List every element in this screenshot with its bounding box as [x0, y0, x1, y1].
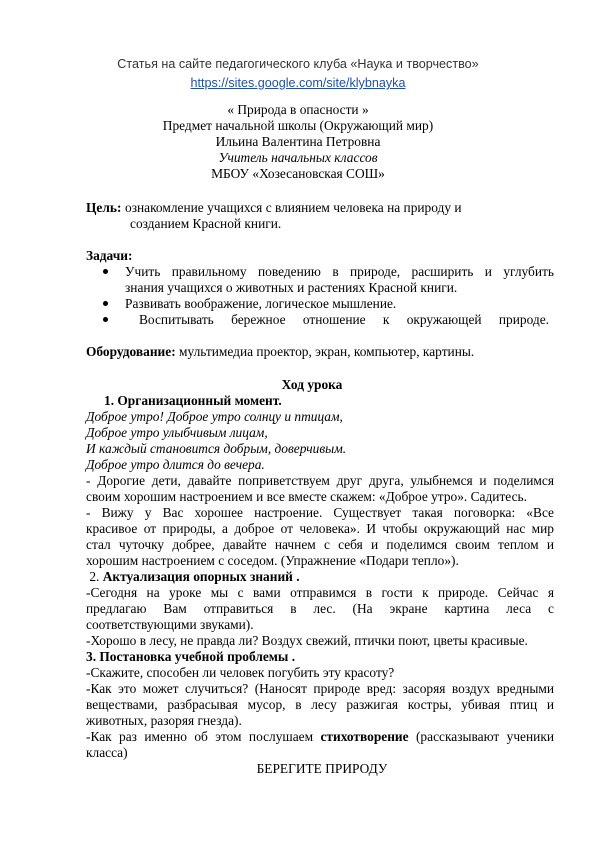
- poem-line: Доброе утро длится до вечера.: [86, 457, 265, 472]
- paragraph-line: веществами, разбрасывая мусор, в лесу разжигая костры, убивая птиц и: [86, 697, 554, 712]
- section-2-heading-line: [86, 569, 300, 585]
- paragraph-line: - Вижу у Вас хорошее настроение. Существует такая поговорка: «Все: [86, 505, 554, 520]
- goal-text-line2: созданием Красной книги.: [130, 216, 282, 231]
- school-name: МБОУ «Хозесановская СОШ»: [211, 166, 385, 181]
- author-position: Учитель начальных классов: [218, 150, 378, 165]
- bullet-icon: [103, 269, 108, 274]
- site-link[interactable]: https://sites.google.com/site/klybnayka: [190, 76, 406, 90]
- paragraph-line: соответствующими звуками).: [86, 617, 254, 632]
- equipment-line: [86, 344, 474, 360]
- article-source-line: Статья на сайте педагогического клуба «Наука и творчество»: [117, 57, 479, 71]
- lesson-topic: « Природа в опасности »: [227, 102, 369, 117]
- paragraph-line: красивое от природы, а доброе от человека». И чтобы окружающий нас мир: [86, 521, 554, 536]
- paragraph-line: -Как это может случиться? (Наносят природе вред: засоряя воздух вредными: [86, 681, 554, 696]
- paragraph-line: [86, 729, 554, 745]
- poem-line: Доброе утро! Доброе утро солнцу и птицам,: [86, 409, 343, 424]
- subject-line: Предмет начальной школы (Окружающий мир): [162, 118, 434, 133]
- task-2: Развивать воображение, логическое мышление.: [125, 296, 397, 311]
- task-3: Воспитывать бережное отношение к окружающей природе.: [139, 312, 549, 327]
- task-1-line2: знания учащихся о животных и растениях Красной книги.: [125, 280, 458, 295]
- bullet-icon: [103, 301, 108, 306]
- lesson-heading: Ход урока: [281, 377, 343, 392]
- paragraph-line: класса): [86, 745, 128, 760]
- poem-title: БЕРЕГИТЕ ПРИРОДУ: [256, 761, 388, 776]
- paragraph-segment: -Как раз именно об этом послушаем: [86, 729, 321, 744]
- paragraph-line: своим хорошим настроением и все вместе скажем: «Доброе утро». Садитесь.: [86, 489, 527, 504]
- paragraph-line: -Скажите, способен ли человек погубить эту красоту?: [86, 665, 395, 680]
- emphasis-word: стихотворение: [320, 729, 409, 744]
- bullet-icon: [103, 317, 108, 322]
- author-name: Ильина Валентина Петровна: [215, 134, 381, 149]
- paragraph-line: стал чуточку добрее, давайте начнем с себя и поделимся своим теплом и: [86, 537, 554, 552]
- paragraph-line: животных, разоряя гнезда).: [86, 713, 242, 728]
- paragraph-line: хорошим настроением с соседом. (Упражнение «Подари тепло»).: [86, 553, 459, 568]
- equipment-text: мультимедиа проектор, экран, компьютер, картины.: [179, 344, 475, 359]
- poem-line: И каждый становится добрым, доверчивым.: [86, 441, 347, 456]
- paragraph-line: -Сегодня на уроке мы с вами отправимся в гости к природе. Сейчас я: [86, 585, 554, 600]
- section-2-heading: Актуализация опорных знаний .: [102, 569, 300, 584]
- poem-line: Доброе утро улыбчивым лицам,: [86, 425, 268, 440]
- paragraph-line: -Хорошо в лесу, не правда ли? Воздух свежий, птички поют, цветы красивые.: [86, 633, 528, 648]
- section-3-heading: 3. Постановка учебной проблемы .: [86, 649, 296, 664]
- tasks-label: Задачи:: [86, 248, 133, 263]
- paragraph-line: предлагаю Вам отправиться в лес. (На экране картина леса с: [86, 601, 554, 616]
- paragraph-line: - Дорогие дети, давайте поприветствуем друг друга, улыбнемся и поделимся: [86, 473, 554, 488]
- section-2-number: 2.: [86, 569, 103, 584]
- section-1-heading: 1. Организационный момент.: [104, 393, 282, 408]
- task-1-line1: Учить правильному поведению в природе, расширить и углубить: [125, 264, 554, 279]
- equipment-label: Оборудование:: [86, 344, 176, 359]
- paragraph-segment: (рассказывают ученики: [408, 729, 554, 744]
- goal-label: Цель:: [86, 200, 122, 215]
- goal-text-line1: ознакомление учащихся с влиянием человека на природу и: [125, 200, 462, 215]
